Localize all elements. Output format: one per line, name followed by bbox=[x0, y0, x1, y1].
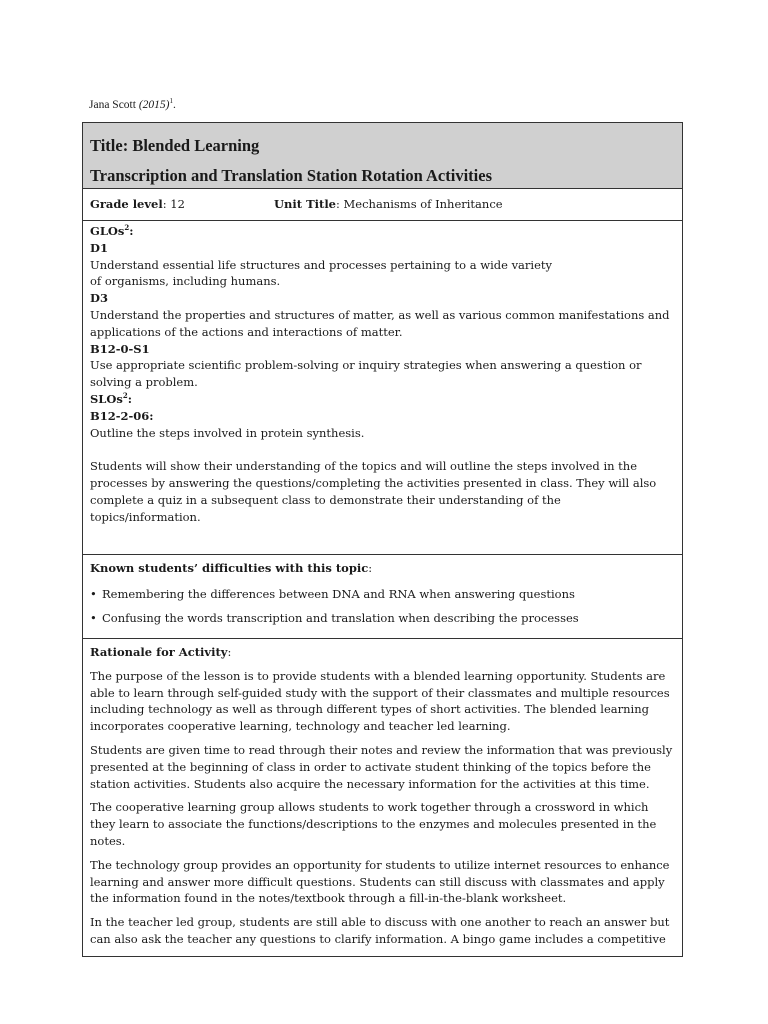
title-block bbox=[83, 123, 682, 189]
glo-text-b12-0-s1: Use appropriate scientific problem-solving or inquiry strategies when answering a question or solving a problem. bbox=[90, 358, 642, 390]
grade-value: : 12 bbox=[162, 197, 185, 212]
lesson-plan-table bbox=[82, 122, 683, 957]
rationale-paragraph: The cooperative learning group allows students to work together through a crossword in which they learn to associate the functions/descriptions to the enzymes and molecules presented in the notes. bbox=[90, 800, 657, 848]
outcomes-summary: Students will show their understanding of the topics and will outline the steps involved in the processes by answering the questions/completing the activities presented in class. They will also complete a quiz in a subsequent class to demonstrate their understanding of the topics/information. bbox=[90, 459, 657, 524]
rationale-paragraph: In the teacher led group, students are still able to discuss with one another to reach an answer but can also ask the teacher any questions to clarify information. A bingo game includes a competitive bbox=[90, 915, 670, 946]
list-item: • Confusing the words transcription and translation when describing the processes bbox=[90, 610, 579, 625]
glo-code-d1: D1 bbox=[90, 240, 108, 255]
author-name: Jana Scott bbox=[89, 99, 136, 111]
unit-value: : Mechanisms of Inheritance bbox=[336, 197, 503, 212]
slo-code: B12-2-06: bbox=[90, 408, 154, 423]
difficulties-heading: Known students’ difficulties with this topic: bbox=[90, 561, 373, 575]
unit-title bbox=[274, 196, 503, 213]
glo-code-d3: D3 bbox=[90, 291, 108, 306]
glos-heading: GLOs$^2$: bbox=[90, 223, 134, 238]
rationale-paragraph: Students are given time to read through their notes and review the information that was previously presented at the beginning of class in order to activate student thinking of the topics before the station activities. Students also acquire the necessary information for the activities at this time. bbox=[90, 742, 673, 791]
outcomes-section bbox=[83, 221, 682, 555]
author-footnote: 1 bbox=[169, 97, 173, 106]
bullet-icon: • bbox=[90, 586, 97, 601]
rationale-section bbox=[83, 639, 682, 956]
rationale-heading: Rationale for Activity: bbox=[90, 645, 232, 659]
grade-level bbox=[90, 196, 274, 213]
bullet-icon: • bbox=[90, 610, 97, 625]
grade-label: Grade level bbox=[90, 197, 163, 212]
rationale-paragraph: The technology group provides an opportunity for students to utilize internet resources to enhance learning and answer more difficult questions. Students can still discuss with classmates and apply the information found in the notes/textbook through a fill-in-the-blank worksheet. bbox=[90, 857, 670, 906]
glo-code-b12-0-s1: B12-0-S1 bbox=[90, 341, 150, 356]
unit-label: Unit Title bbox=[274, 197, 336, 212]
list-item: • Remembering the differences between DNA and RNA when answering questions bbox=[90, 586, 575, 601]
title-line-1: Title: Blended Learning bbox=[90, 136, 260, 155]
title-line-2: Transcription and Translation Station Rotation Activities bbox=[90, 166, 492, 185]
rationale-paragraph: The purpose of the lesson is to provide students with a blended learning opportunity. Students are able to learn through self-guided study with the support of their classmates and multiple resources including technology as well as through different types of short activities. The blended learning incorporates cooperative learning, technology and teacher led learning. bbox=[90, 668, 670, 734]
glo-text-d3: Understand the properties and structures of matter, as well as various common manifestations and applications of the actions and interactions of matter. bbox=[90, 307, 670, 339]
slo-text: Outline the steps involved in protein synthesis. bbox=[90, 425, 365, 440]
slos-heading: SLOs$^2$: bbox=[90, 391, 133, 406]
author-year: (2015) bbox=[138, 99, 170, 111]
author-line: Jana Scott $(2015)^1$. bbox=[89, 97, 176, 111]
grade-unit-row bbox=[83, 189, 682, 221]
glo-text-d1: Understand essential life structures and processes pertaining to a wide variety of organisms, including humans. bbox=[90, 257, 553, 289]
difficulties-section bbox=[83, 555, 682, 639]
